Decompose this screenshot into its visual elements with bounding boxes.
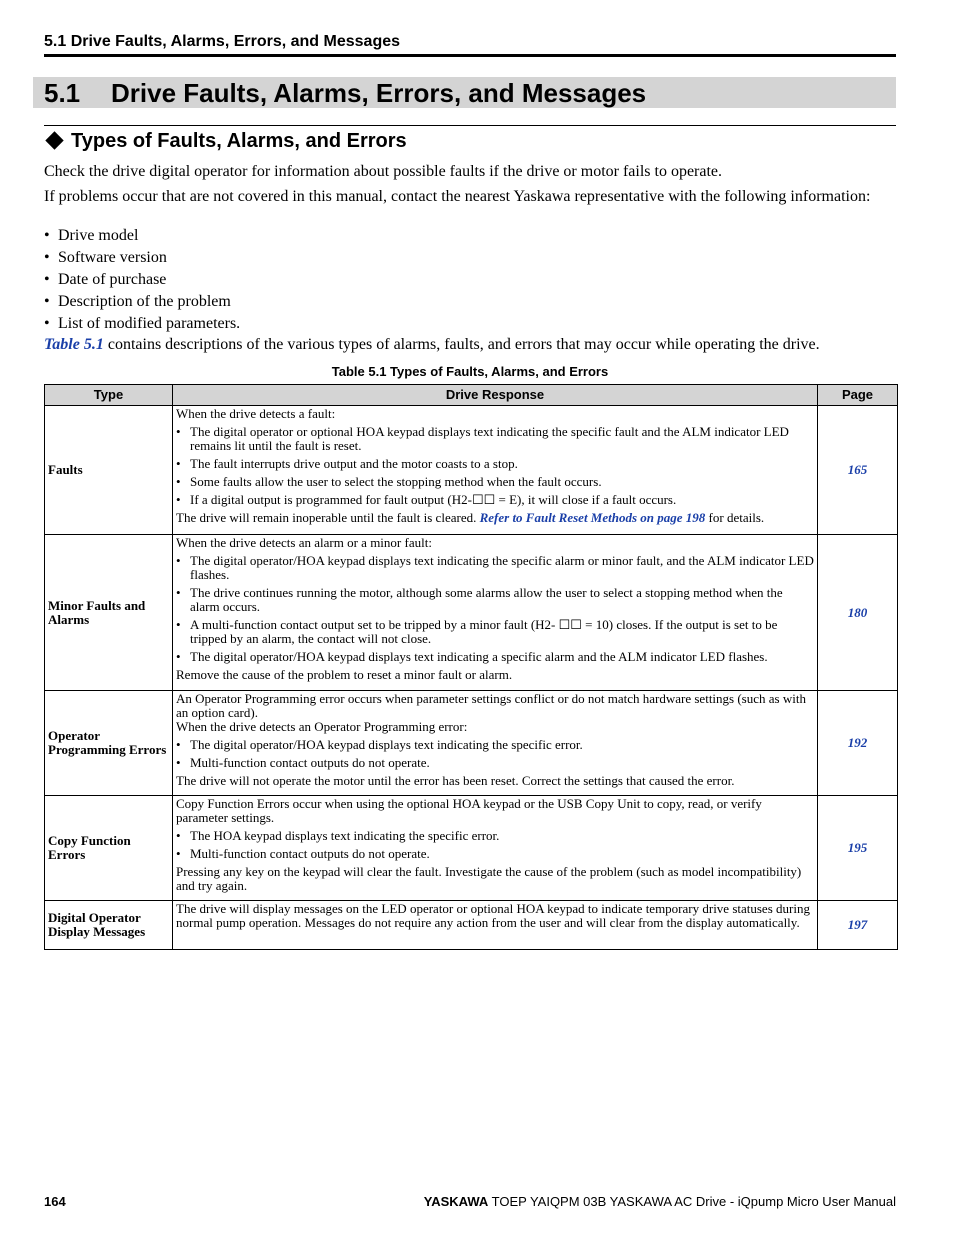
info-list <box>44 227 240 337</box>
page-link[interactable]: 180 <box>818 535 898 691</box>
list-item: • Drive model <box>44 227 139 244</box>
intro-paragraph: Check the drive digital operator for information about possible faults if the drive or motor fails to operate. <box>44 163 723 180</box>
section-title-text: Drive Faults, Alarms, Errors, and Messages <box>111 78 647 108</box>
page-link[interactable]: 192 <box>818 691 898 796</box>
list-item: • Software version <box>44 249 167 266</box>
page-link[interactable]: 165 <box>818 406 898 535</box>
subsection-rule <box>44 125 896 126</box>
running-head: 5.1 Drive Faults, Alarms, Errors, and Messages <box>44 33 401 50</box>
contact-paragraph: If problems occur that are not covered in this manual, contact the nearest Yaskawa representative with the following information: <box>44 188 871 205</box>
column-header-page: Page <box>818 385 898 406</box>
type-cell: Minor Faults and Alarms <box>45 535 173 691</box>
table-row <box>45 796 898 901</box>
response-cell: When the drive detects an alarm or a minor fault: • The digital operator/HOA keypad displays text indicating the specific alarm or minor fault, and the ALM indicator LED flashes. • The drive continues running the motor, although some alarms allow the user to select a stopping method when the alarm occurs. • A multi-function contact output set to be tripped by a minor fault (H2- ☐☐ = 10) closes. If the output is set to be tripped by an alarm, the contact will not close. • The digital operator/HOA keypad displays text indicating a specific alarm and the ALM indicator LED flashes. Remove the cause of the problem to reset a minor fault or alarm. <box>173 535 818 691</box>
type-cell: Copy Function Errors <box>45 796 173 901</box>
table-caption: Table 5.1 Types of Faults, Alarms, and Errors <box>331 364 609 379</box>
faults-table <box>44 384 898 950</box>
type-cell: Faults <box>45 406 173 535</box>
response-cell: When the drive detects a fault: • The digital operator or optional HOA keypad displays text indicating the specific fault and the ALM indicator LED remains lit until the fault is reset. • The fault interrupts drive output and the motor coasts to a stop. • Some faults allow the user to select the stopping method when the fault occurs. • If a digital output is programmed for fault output (H2-☐☐ = E), it will close if a fault occurs. The drive will remain inoperable until the fault is cleared. Refer to Fault Reset Methods on page 198 for details. <box>173 406 818 535</box>
table-link[interactable]: Table 5.1 <box>44 336 104 353</box>
fault-reset-link[interactable]: Refer to Fault Reset Methods on page 198 <box>479 510 706 525</box>
table-reference-paragraph: Table 5.1 contains descriptions of the various types of alarms, faults, and errors that may occur while operating the drive. <box>44 336 820 353</box>
section-number: 5.1 <box>44 78 81 108</box>
list-item: • List of modified parameters. <box>44 315 241 332</box>
response-cell: The drive will display messages on the LED operator or optional HOA keypad to indicate temporary drive statuses during normal pump operation. Messages do not require any action from the user and will clear from the display automatically. <box>173 901 818 950</box>
page-link[interactable]: 195 <box>818 796 898 901</box>
footer-doc: TOEP YAIQPM 03B YASKAWA AC Drive - iQpump Micro User Manual <box>488 1194 896 1209</box>
table-row <box>45 406 898 535</box>
section-title <box>44 78 646 108</box>
column-header-type: Type <box>45 385 173 406</box>
running-head-rule <box>44 54 896 57</box>
list-item: • Description of the problem <box>44 293 231 310</box>
response-cell: An Operator Programming error occurs when parameter settings conflict or do not match hardware settings (such as with an option card). When the drive detects an Operator Programming error: • The digital operator/HOA keypad displays text indicating the specific error. • Multi-function contact outputs do not operate. The drive will not operate the motor until the error has been reset. Correct the settings that caused the error. <box>173 691 818 796</box>
subsection-title: Types of Faults, Alarms, and Errors <box>71 130 407 152</box>
list-item: • Date of purchase <box>44 271 167 288</box>
footer-page-number: 164 <box>44 1194 66 1209</box>
type-cell: Digital Operator Display Messages <box>45 901 173 950</box>
response-cell: Copy Function Errors occur when using the optional HOA keypad or the USB Copy Unit to copy, read, or verify parameter settings. • The HOA keypad displays text indicating the specific error. • Multi-function contact outputs do not operate. Pressing any key on the keypad will clear the fault. Investigate the cause of the problem (such as model incompatibility) and try again. <box>173 796 818 901</box>
footer-brand: YASKAWA <box>423 1194 489 1209</box>
table-row <box>45 691 898 796</box>
table-row <box>45 901 898 950</box>
type-cell: Operator Programming Errors <box>45 691 173 796</box>
diamond-bullet-icon <box>45 132 63 150</box>
column-header-response: Drive Response <box>173 385 818 406</box>
table-row <box>45 535 898 691</box>
subsection-heading <box>44 129 407 153</box>
footer-doc-title <box>424 1194 896 1209</box>
page-link[interactable]: 197 <box>818 901 898 950</box>
table-header-row <box>45 385 898 406</box>
